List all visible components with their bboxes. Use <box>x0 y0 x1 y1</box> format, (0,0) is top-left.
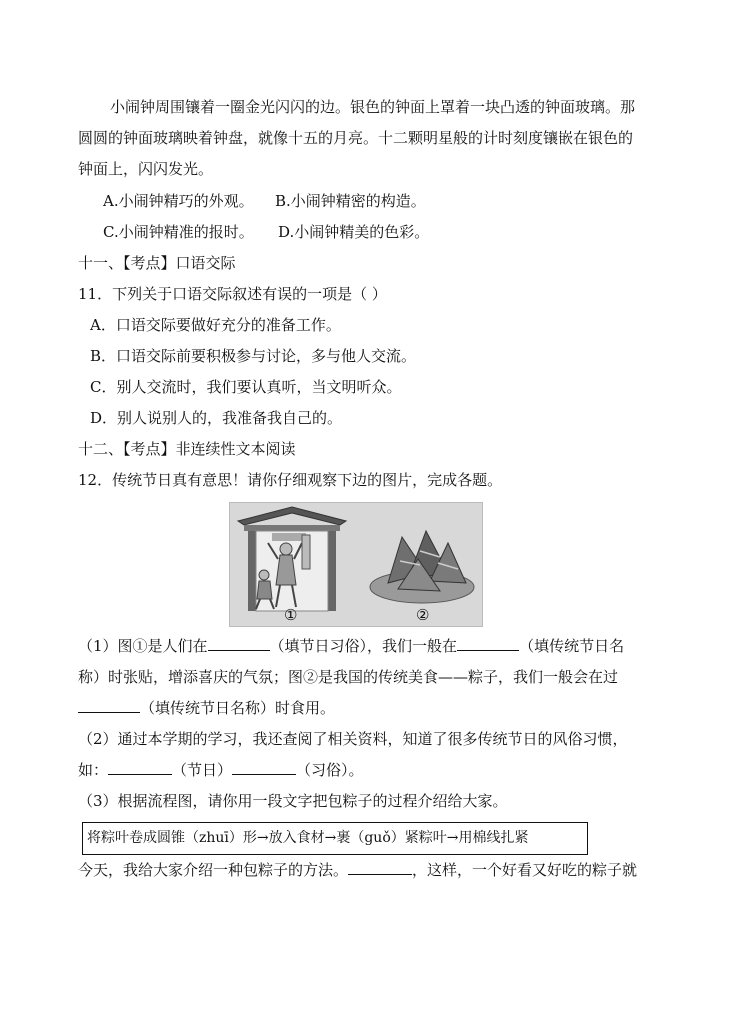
passage-line-1: 小闹钟周围镶着一圈金光闪闪的边。银色的钟面上罩着一块凸透的钟面玻璃。那 <box>110 98 636 116</box>
q11-option-d: D．别人说别人的，我准备我自己的。 <box>90 409 343 427</box>
q12-part2-text-c: （习俗）。 <box>296 761 364 779</box>
q12-stem: 12．传统节日真有意思！请你仔细观察下边的图片，完成各题。 <box>78 471 503 489</box>
q11-option-a: A．口语交际要做好充分的准备工作。 <box>90 316 341 334</box>
answer-blank-custom-2[interactable] <box>232 760 296 775</box>
q12-part3-text-b: ，这样，一个好看又好吃的粽子就 <box>412 861 638 879</box>
q11-option-c: C．别人交流时，我们要认真听，当文明听众。 <box>90 378 402 396</box>
q12-part3-prompt: （3）根据流程图，请你用一段文字把包粽子的过程介绍给大家。 <box>78 792 508 810</box>
q12-part3-answer-line <box>78 860 637 880</box>
q12-part2-line1: （2）通过本学期的学习，我还查阅了相关资料，知道了很多传统节日的风俗习惯， <box>78 730 628 748</box>
answer-blank-festival-2[interactable] <box>78 698 140 713</box>
q12-part1-line2: 称）时张贴，增添喜庆的气氛；图②是我国的传统美食——粽子，我们一般会在过 <box>78 668 619 686</box>
passage-line-3: 钟面上，闪闪发光。 <box>78 160 214 178</box>
passage-line-2: 圆圆的钟面玻璃映着钟盘，就像十五的月亮。十二颗明星般的计时刻度镶嵌在银色的 <box>78 129 634 147</box>
q12-part1-text-b: （填节日习俗），我们一般在 <box>269 637 458 655</box>
q12-part1-line1 <box>78 636 624 656</box>
figure-label-2: ② <box>416 606 430 624</box>
flowchart-text: 将粽叶卷成圆锥（zhuī）形→放入食材→裹（guǒ）紧粽叶→用棉线扎紧 <box>87 830 529 846</box>
section-12-title: 十二、【考点】非连续性文本阅读 <box>78 440 296 458</box>
q12-part3-text-a: 今天，我给大家介绍一种包粽子的方法。 <box>78 861 349 879</box>
festival-illustration <box>230 503 482 626</box>
q12-part1-line3 <box>78 698 335 718</box>
answer-blank-custom[interactable] <box>208 636 270 651</box>
passage-option-b: B.小闹钟精密的构造。 <box>275 192 426 210</box>
passage-option-c: C.小闹钟精准的报时。 <box>103 223 254 241</box>
q11-stem: 11．下列关于口语交际叙述有误的一项是（ ） <box>78 285 387 303</box>
festival-figure <box>229 502 483 627</box>
q12-part2-text-b: （节日） <box>172 761 233 779</box>
passage-option-a: A.小闹钟精巧的外观。 <box>103 192 254 210</box>
q12-part1-text-c: （填传统节日名 <box>519 637 625 655</box>
answer-blank-holiday[interactable] <box>108 760 172 775</box>
passage-option-d: D.小闹钟精美的色彩。 <box>278 223 430 241</box>
q11-option-b: B．口语交际前要积极参与讨论，多与他人交流。 <box>90 347 417 365</box>
q12-part2-line2 <box>78 760 364 780</box>
answer-blank-festival[interactable] <box>457 636 519 651</box>
figure-label-1: ① <box>284 606 298 624</box>
q12-part2-text-a: 如： <box>78 761 109 779</box>
section-11-title: 十一、【考点】口语交际 <box>78 254 236 272</box>
q12-part1-text-e: （填传统节日名称）时食用。 <box>140 699 336 717</box>
answer-blank-process[interactable] <box>348 860 412 875</box>
q12-part1-text-a: （1）图①是人们在 <box>78 637 208 655</box>
